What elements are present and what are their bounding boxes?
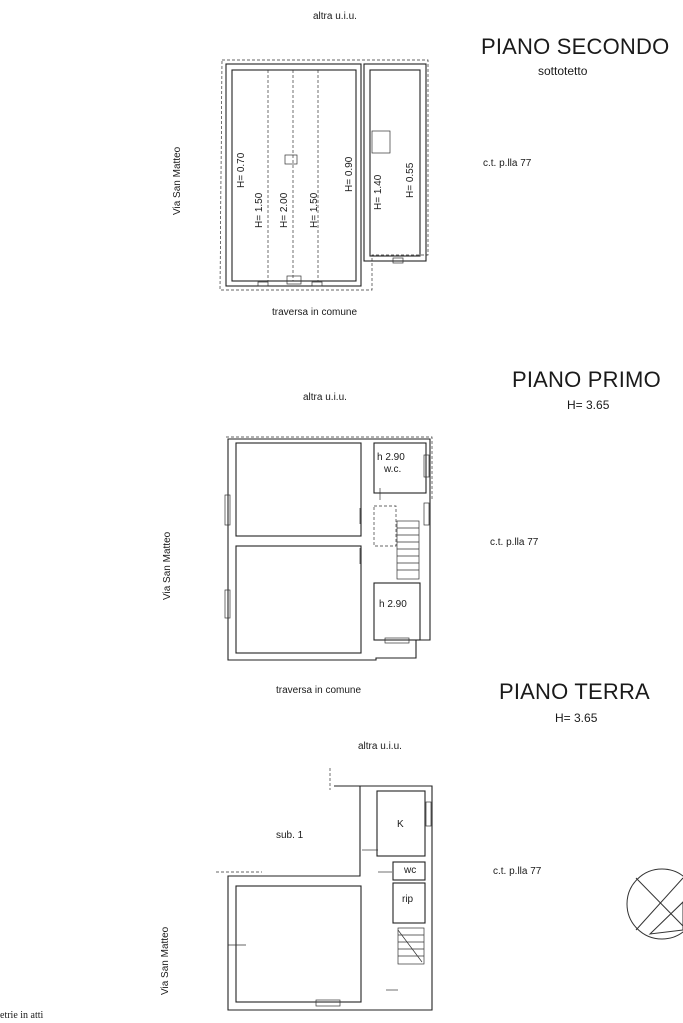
first-floor-title: PIANO PRIMO <box>512 367 661 392</box>
height-label: H= 0.90 <box>344 156 355 192</box>
ground-floor-subtitle: H= 3.65 <box>555 711 598 725</box>
height-label: H= 1.50 <box>254 192 265 228</box>
room-height-label: h 2.90 <box>377 452 405 463</box>
second-floor-street-label: Via San Matteo <box>172 146 183 215</box>
stair-hatch <box>397 521 419 579</box>
ground-floor-title: PIANO TERRA <box>499 679 650 704</box>
height-label: H= 0.70 <box>236 152 247 188</box>
footer-text: etrie in atti <box>0 1010 44 1021</box>
ground-floor-plan <box>216 768 432 1010</box>
first-floor-street-label: Via San Matteo <box>162 531 173 600</box>
first-floor-top-label: altra u.i.u. <box>303 392 347 403</box>
ground-floor-street-label: Via San Matteo <box>160 926 171 995</box>
second-floor-top-label: altra u.i.u. <box>313 11 357 22</box>
room-height-label: h 2.90 <box>379 599 407 610</box>
ground-floor-top-label: altra u.i.u. <box>358 741 402 752</box>
second-floor-title: PIANO SECONDO <box>481 34 670 59</box>
height-label: H= 0.55 <box>405 162 416 198</box>
sub-label: sub. 1 <box>276 830 304 841</box>
second-floor-bottom-label: traversa in comune <box>272 307 358 318</box>
height-label: H= 2.00 <box>279 192 290 228</box>
height-label: H= 1.50 <box>309 192 320 228</box>
room-label-wc: w.c. <box>384 464 402 475</box>
north-arrow-icon <box>627 869 683 939</box>
first-floor-subtitle: H= 3.65 <box>567 398 610 412</box>
second-floor-parcel: c.t. p.lla 77 <box>483 158 532 169</box>
first-floor-parcel: c.t. p.lla 77 <box>490 537 539 548</box>
ground-floor-parcel: c.t. p.lla 77 <box>493 866 542 877</box>
room-label-rip: rip <box>402 894 414 905</box>
room-label-k: K <box>397 819 404 830</box>
second-floor-plan <box>220 60 428 290</box>
second-floor-subtitle: sottotetto <box>538 64 588 78</box>
height-label: H= 1.40 <box>373 174 384 210</box>
first-floor-bottom-label: traversa in comune <box>276 685 362 696</box>
room-label-wc: wc <box>404 865 417 876</box>
ground-stair-hatch <box>398 928 424 964</box>
